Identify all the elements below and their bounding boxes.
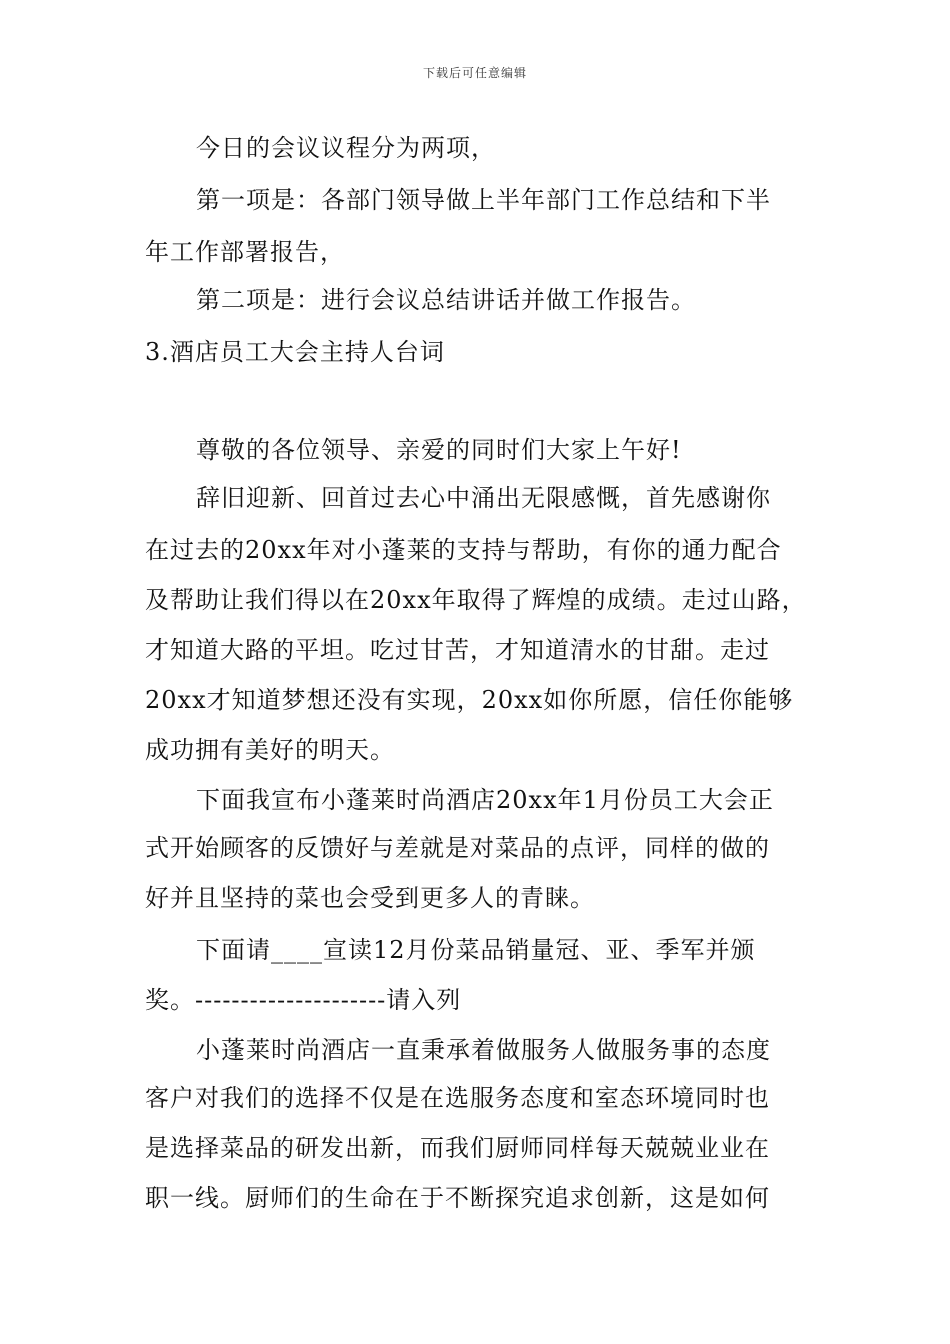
- paragraph-line: 及帮助让我们得以在20xx年取得了辉煌的成绩。走过山路，: [145, 586, 807, 614]
- paragraph-line: 客户对我们的选择不仅是在选服务态度和室态环境同时也: [145, 1084, 770, 1112]
- paragraph-line: 式开始顾客的反馈好与差就是对菜品的点评，同样的做的: [145, 834, 770, 862]
- paragraph-line: 年工作部署报告，: [145, 238, 345, 266]
- paragraph-line: 下面我宣布小蓬莱时尚酒店20xx年1月份员工大会正: [196, 786, 774, 814]
- paragraph-line: 第二项是：进行会议总结讲话并做工作报告。: [196, 286, 696, 314]
- paragraph-line: 好并且坚持的菜也会受到更多人的青睐。: [145, 884, 595, 912]
- paragraph-line: 奖。---------------------请入列: [145, 986, 462, 1014]
- paragraph-line: 职一线。厨师们的生命在于不断探究追求创新，这是如何: [145, 1184, 770, 1212]
- paragraph-line: 在过去的20xx年对小蓬莱的支持与帮助，有你的通力配合: [145, 536, 782, 564]
- paragraph-line: 尊敬的各位领导、亲爱的同时们大家上午好!: [196, 436, 682, 464]
- section-heading: 3.酒店员工大会主持人台词: [145, 338, 445, 366]
- paragraph-line: 今日的会议议程分为两项，: [196, 134, 496, 162]
- paragraph-line: 20xx才知道梦想还没有实现，20xx如你所愿，信任你能够: [145, 686, 794, 714]
- page-header: 下载后可任意编辑: [422, 66, 527, 80]
- paragraph-line: 才知道大路的平坦。吃过甘苦，才知道清水的甘甜。走过: [145, 636, 770, 664]
- paragraph-line: 下面请____宣读12月份菜品销量冠、亚、季军并颁: [196, 936, 756, 964]
- paragraph-line: 是选择菜品的研发出新，而我们厨师同样每天兢兢业业在: [145, 1134, 770, 1162]
- paragraph-line: 第一项是：各部门领导做上半年部门工作总结和下半: [196, 186, 771, 214]
- paragraph-line: 小蓬莱时尚酒店一直秉承着做服务人做服务事的态度: [196, 1036, 771, 1064]
- paragraph-line: 成功拥有美好的明天。: [145, 736, 395, 764]
- paragraph-line: 辞旧迎新、回首过去心中涌出无限感慨，首先感谢你: [196, 484, 771, 512]
